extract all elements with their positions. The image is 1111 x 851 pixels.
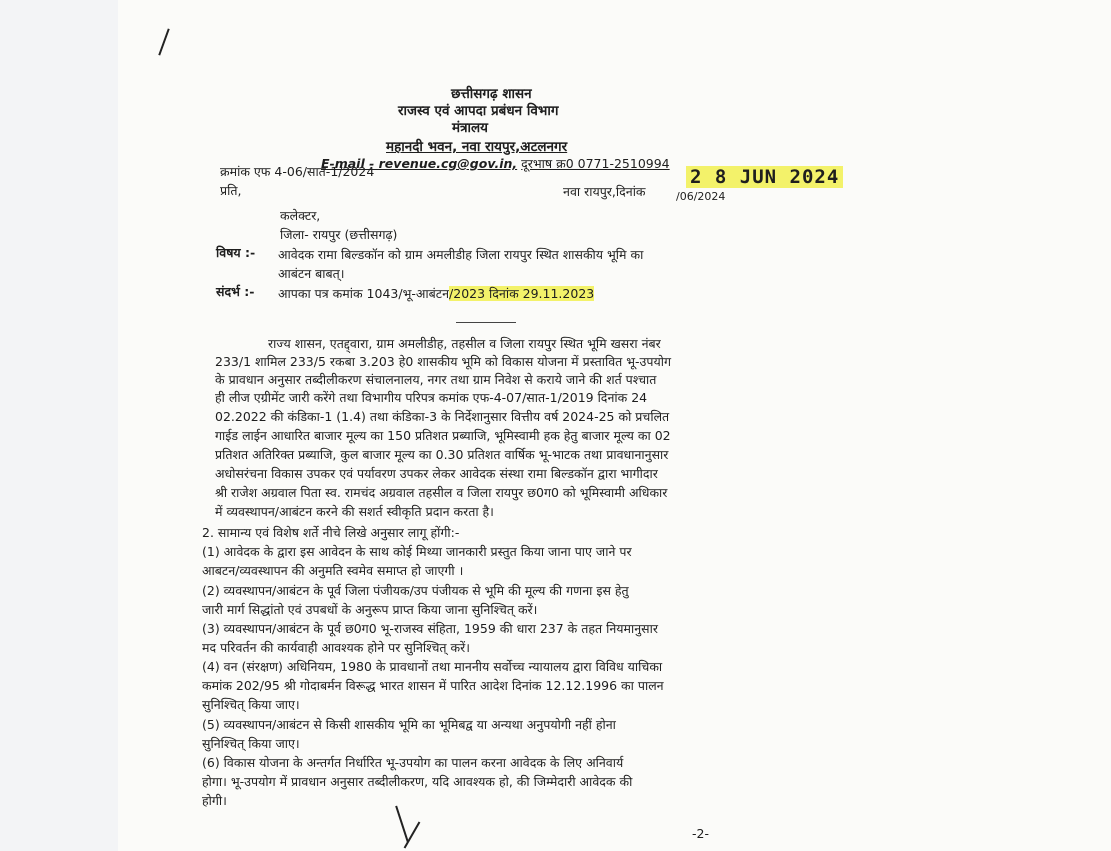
para2-line: जारी मार्ग सिद्धांतो एवं उपबधों के अनुरूप प्राप्त किया जाना सुनिश्चित् करें। [202,602,538,617]
left-gutter [0,0,118,851]
reference-underline [456,322,516,323]
para2-line: (4) वन (संरक्षण) अधिनियम, 1980 के प्रावधानों तथा माननीय सर्वोच्च न्यायालय द्वारा विविध याचिका [202,659,663,674]
para2-line: सुनिश्चित् किया जाए। [202,697,300,712]
email-address[interactable]: E-mail - revenue.cg@gov.in, [321,156,518,171]
para1-line: अधोसरंचना विकास उपकर एवं पर्यावरण उपकर लेकर आवेदक संस्था रामा बिल्डकॉन द्वारा भागीदार [215,466,658,481]
reference-letter-number: आपका पत्र कमांक 1043/भू-आबंटन [278,286,450,301]
prati-label: प्रति, [220,183,242,198]
addressee-district: जिला- रायपुर (छत्तीसगढ़) [280,227,398,242]
para1-line: राज्य शासन, एतद्द्वारा, ग्राम अमलीडीह, तहसील व जिला रायपुर स्थित भूमि खसरा नंबर [268,336,661,351]
para2-line: मद परिवर्तन की कार्यवाही आवश्यक होने पर सुनिश्चित् करें। [202,640,470,655]
para2-line: (2) व्यवस्थापन/आबंटन के पूर्व जिला पंजीयक/उप पंजीयक से भूमि की मूल्य की गणना इस हेतु [202,583,629,598]
subject-label: विषय :- [216,245,256,260]
reference-text [278,285,594,302]
para2-line: 2. सामान्य एवं विशेष शर्ते नीचे लिखे अनुसार लागू होंगी:- [202,525,460,540]
para2-line: सुनिश्चित् किया जाए। [202,736,300,751]
para1-line: के प्रावधान अनुसार तब्दीलीकरण संचालनालय, नगर तथा ग्राम निवेश से कराये जाने की शर्त पश्चात [215,372,657,387]
office-address: महानदी भवन, नवा रायपुर,अटलनगर [386,139,568,155]
reference-date-highlight: /2023 दिनांक 29.11.2023 [449,286,595,301]
para2-line: होगी। [202,793,227,808]
govt-name: छत्तीसगढ़ शासन [451,86,532,102]
reference-label: संदर्भ :- [216,284,255,299]
subject-line-2: आबंटन बाबत्। [278,266,345,281]
para2-line: आबटन/व्यवस्थापन की अनुमति स्वमेव समाप्त हो जाएगी । [202,563,464,578]
pen-tick-mark [158,29,169,56]
letter-number: क्रमांक एफ 4-06/सात-1/2024 [220,164,375,179]
handwritten-date: /06/2024 [676,190,726,203]
para2-line: कमांक 202/95 श्री गोदाबर्मन विरूद्ध भारत शासन में पारित आदेश दिनांक 12.12.1996 का पालन [202,678,664,693]
department-name: राजस्व एवं आपदा प्रबंधन विभाग [398,103,559,119]
para2-line: होगा। भू-उपयोग में प्रावधान अनुसार तब्दीलीकरण, यदि आवश्यक हो, की जिम्मेदारी आवेदक की [202,774,633,789]
para1-line: ही लीज एग्रीमेंट जारी करेंगे तथा विभागीय परिपत्र कमांक एफ-4-07/सात-1/2019 दिनांक 24 [215,390,648,405]
phone-number: दूरभाष क्र0 0771-2510994 [521,156,670,171]
para2-line: (1) आवेदक के द्वारा इस आवेदन के साथ कोई मिथ्या जानकारी प्रस्तुत किया जाना पाए जाने पर [202,544,632,559]
para2-line: (6) विकास योजना के अन्तर्गत निर्धारित भू-उपयोग का पालन करना आवेदक के लिए अनिवार्य [202,755,624,770]
ministry-label: मंत्रालय [452,120,489,136]
para1-line: गाईड लाईन आधारित बाजार मूल्य का 150 प्रतिशत प्रब्याजि, भूमिस्वामी हक हेतु बाजार मूल्य का 02 [215,428,671,443]
letter-page [118,0,1111,851]
addressee-title: कलेक्टर, [280,208,321,223]
pen-mark [395,806,409,843]
subject-line-1: आवेदक रामा बिल्डकॉन को ग्राम अमलीडीह जिला रायपुर स्थित शासकीय भूमि का [278,247,644,262]
date-stamp: 2 8 JUN 2024 [686,166,843,188]
para1-line: प्रतिशत अतिरिक्त प्रब्याजि, कुल बाजार मूल्य का 0.30 प्रतिशत वार्षिक भू-भाटक तथा प्रावधानानुसार [215,447,669,462]
para1-line: में व्यवस्थापन/आबंटन करने की सशर्त स्वीकृति प्रदान करता है। [215,504,494,519]
para1-line: श्री राजेश अग्रवाल पिता स्व. रामचंद अग्रवाल तहसील व जिला रायपुर छ0ग0 को भूमिस्वामी अधिकार [215,485,668,500]
place-date-label: नवा रायपुर,दिनांक [563,184,646,199]
para1-line: 233/1 शामिल 233/5 रकबा 3.203 हे0 शासकीय भूमि को विकास योजना में प्रस्तावित भू-उपयोग [215,354,672,369]
para1-line: 02.2022 की कंडिका-1 (1.4) तथा कंडिका-3 के निर्देशानुसार वित्तीय वर्ष 2024-25 को प्रचलित [215,409,670,424]
para2-line: (3) व्यवस्थापन/आबंटन के पूर्व छ0ग0 भू-राजस्व संहिता, 1959 की धारा 237 के तहत नियमानुसार [202,621,658,636]
page-marker: -2- [692,826,709,841]
para2-line: (5) व्यवस्थापन/आबंटन से किसी शासकीय भूमि का भूमिबद्व या अन्यथा अनुपयोगी नहीं होना [202,717,616,732]
